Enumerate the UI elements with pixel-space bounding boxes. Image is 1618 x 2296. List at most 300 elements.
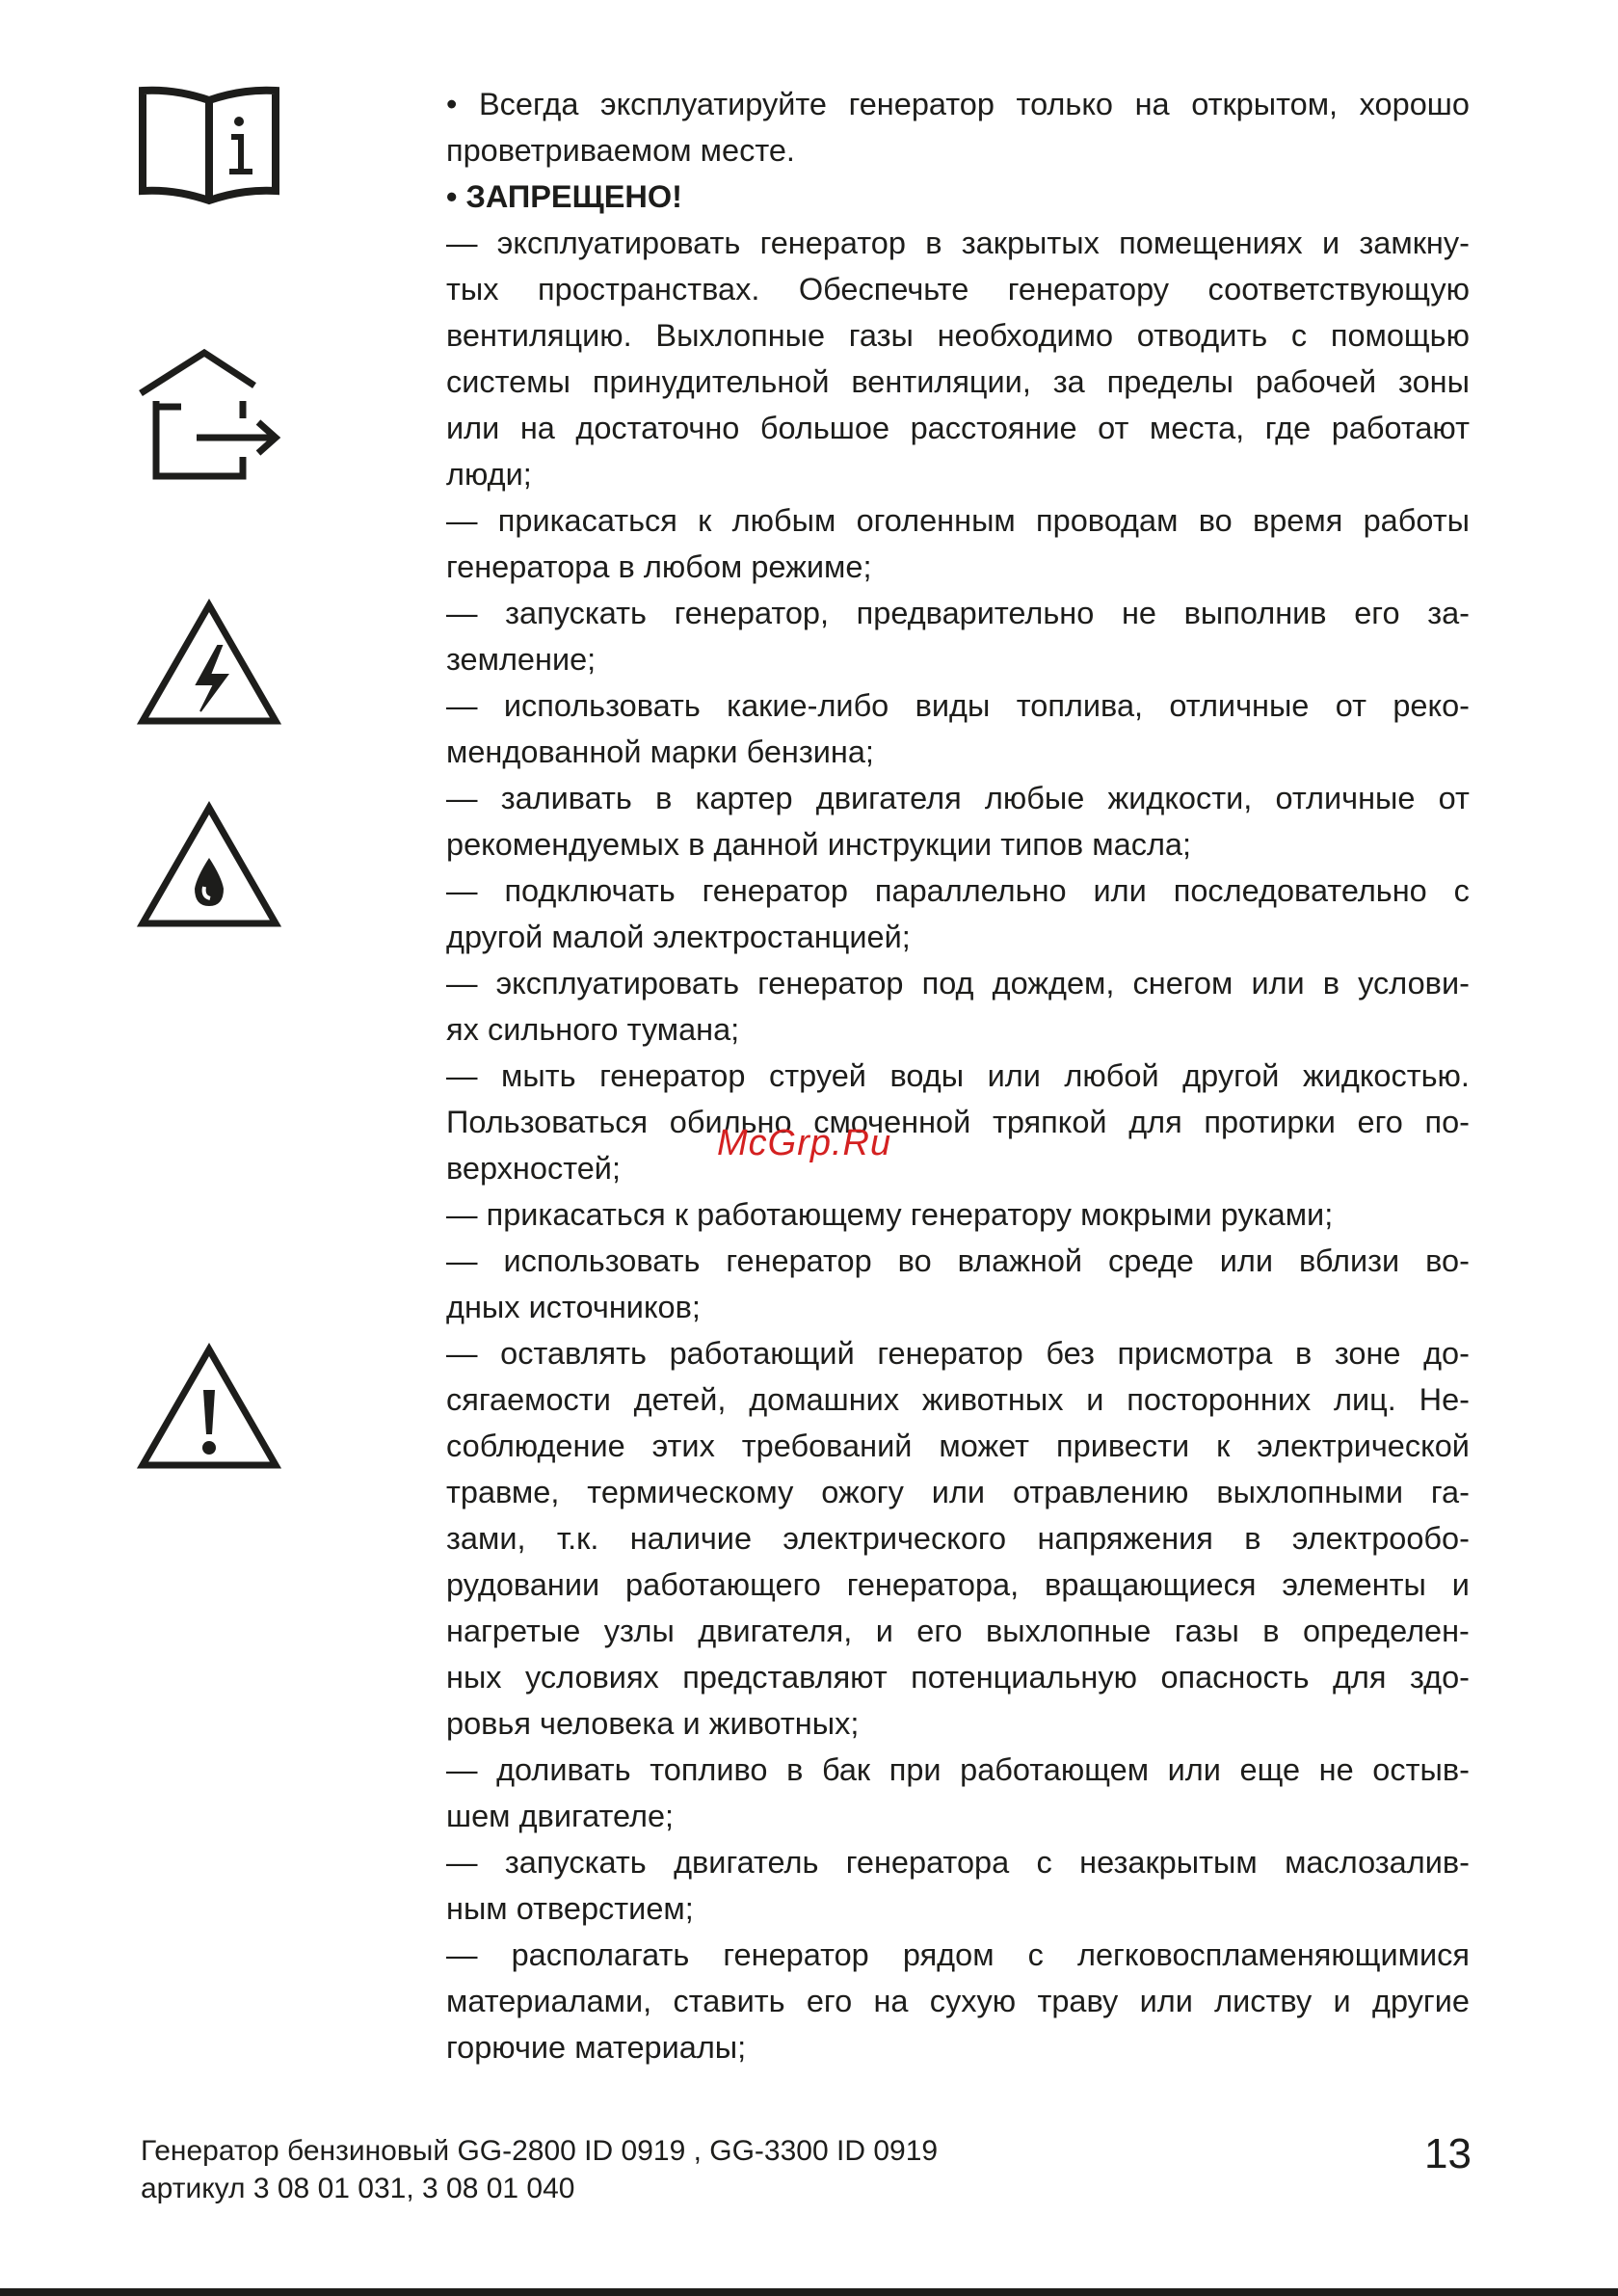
text-word: т.к. — [556, 1521, 599, 1556]
text-word: месте. — [700, 133, 795, 168]
text-word: газы — [1174, 1614, 1239, 1648]
text-word: выхлопные — [986, 1614, 1152, 1648]
text-line — [446, 1747, 1470, 1793]
text-word: дных — [446, 1290, 520, 1324]
text-word: двигатель — [674, 1845, 819, 1880]
text-word: мокрыми — [1080, 1197, 1212, 1232]
text-word: его — [1354, 596, 1400, 630]
text-word: Не- — [1419, 1382, 1470, 1417]
text-word: ЗАПРЕЩЕНО! — [465, 179, 682, 214]
text-word: его — [1357, 1105, 1403, 1139]
text-word: Всегда — [478, 87, 579, 121]
fuel-hazard-icon — [137, 800, 281, 945]
watermark: McGrp.Ru — [717, 1123, 892, 1163]
text-line — [446, 1608, 1470, 1654]
text-word: с — [1036, 1845, 1052, 1880]
text-word: воды — [889, 1058, 965, 1093]
text-word: генератору — [1007, 272, 1170, 307]
text-word: виды — [915, 688, 991, 723]
text-line — [446, 1423, 1470, 1469]
ventilation-exhaust-icon — [137, 343, 281, 488]
text-word: вращающиеся — [1045, 1567, 1257, 1602]
text-word: его — [806, 1984, 853, 2018]
text-word: масла; — [1092, 827, 1192, 862]
text-line — [446, 1006, 1470, 1053]
text-word: — — [446, 1752, 478, 1787]
text-word: на — [519, 411, 555, 445]
text-line — [446, 868, 1470, 914]
text-word: ях — [446, 1012, 479, 1047]
text-word: незакрытым — [1079, 1845, 1258, 1880]
text-word: зами, — [446, 1521, 526, 1556]
text-line — [446, 960, 1470, 1006]
text-word: горючие — [446, 2030, 567, 2065]
text-word: какие-либо — [727, 688, 889, 723]
text-word: инструкции — [827, 827, 993, 862]
text-word: вблизи — [1298, 1243, 1400, 1278]
text-line — [446, 312, 1470, 359]
text-word: в — [1322, 966, 1340, 1001]
text-line — [446, 266, 1470, 312]
text-word: к — [1216, 1428, 1231, 1463]
text-line — [446, 220, 1470, 266]
text-line — [446, 1654, 1470, 1700]
text-word: режиме; — [751, 549, 872, 584]
text-word: смоченной — [813, 1105, 971, 1139]
text-word: предварительно — [856, 596, 1095, 630]
text-word: системы — [446, 364, 570, 399]
text-word: привести — [1056, 1428, 1190, 1463]
safety-instructions-text — [446, 81, 1470, 2070]
text-line — [446, 1562, 1470, 1608]
text-word: ожогу — [821, 1475, 904, 1509]
text-word: — — [446, 1845, 478, 1880]
text-line — [446, 544, 1470, 590]
text-word: требований — [741, 1428, 913, 1463]
text-line — [446, 1330, 1470, 1376]
text-word: с — [1290, 318, 1308, 353]
text-word: запускать — [504, 1845, 647, 1880]
text-word: здо- — [1409, 1660, 1470, 1695]
bottom-rule — [0, 2288, 1618, 2296]
text-word: рудовании — [446, 1567, 600, 1602]
text-word: любые — [984, 781, 1085, 815]
text-word: в — [1244, 1521, 1261, 1556]
text-word: протирки — [1204, 1105, 1336, 1139]
text-word: обильно — [669, 1105, 792, 1139]
text-word: узлы — [603, 1614, 675, 1648]
text-word: и — [682, 1706, 701, 1741]
text-word: электрической — [1257, 1428, 1470, 1463]
text-word: использовать — [503, 1243, 701, 1278]
text-word: электростанцией; — [652, 920, 911, 954]
text-word: работы — [1363, 503, 1470, 538]
text-word: или — [446, 411, 500, 445]
text-word: влажной — [957, 1243, 1083, 1278]
text-line — [446, 174, 1470, 220]
text-word: за- — [1427, 596, 1470, 630]
text-line — [446, 590, 1470, 636]
text-line — [446, 2024, 1470, 2070]
text-word: в — [688, 827, 705, 862]
text-word: лиц. — [1334, 1382, 1396, 1417]
text-word: отравлению — [1012, 1475, 1189, 1509]
text-word: проветриваемом — [446, 133, 692, 168]
text-word: соответствующую — [1207, 272, 1470, 307]
text-word: подключать — [504, 873, 676, 908]
text-word: с — [1027, 1937, 1044, 1972]
text-line — [446, 775, 1470, 821]
text-word: рядом — [902, 1937, 995, 1972]
text-word: траву — [1037, 1984, 1119, 2018]
text-word: время — [1252, 503, 1343, 538]
text-word: остыв- — [1372, 1752, 1470, 1787]
text-word: — — [446, 503, 478, 538]
text-line — [446, 405, 1470, 451]
text-line — [446, 1191, 1470, 1238]
text-line — [446, 359, 1470, 405]
text-word: и — [1321, 226, 1340, 260]
text-word: оставлять — [500, 1336, 647, 1371]
text-word: напряжения — [1037, 1521, 1213, 1556]
text-word: использовать — [503, 688, 701, 723]
text-word: генератору — [910, 1197, 1072, 1232]
text-word: рабочей — [1255, 364, 1377, 399]
text-word: необходимо — [937, 318, 1114, 353]
text-word: легковоспламеняющимися — [1077, 1937, 1470, 1972]
text-word: работают — [1331, 411, 1470, 445]
text-word: или — [931, 1475, 986, 1509]
text-word: люди; — [446, 457, 532, 492]
text-word: параллельно — [874, 873, 1067, 908]
text-word: электрического — [782, 1521, 1007, 1556]
text-word: достаточно — [575, 411, 740, 445]
text-word: условиях — [525, 1660, 659, 1695]
text-word: среде — [1108, 1243, 1194, 1278]
text-word: располагать — [511, 1937, 690, 1972]
text-word: малой — [551, 920, 645, 954]
text-word: генератор — [848, 87, 995, 121]
text-word: принудительной — [592, 364, 830, 399]
text-word: мыть — [501, 1058, 576, 1093]
footer — [141, 2132, 938, 2207]
text-word: — — [446, 873, 478, 908]
text-line — [446, 127, 1470, 174]
text-word: маслозалив- — [1285, 1845, 1470, 1880]
text-word: генератора, — [846, 1567, 1020, 1602]
text-word: с — [1453, 873, 1470, 908]
text-word: листву — [1214, 1984, 1313, 2018]
text-word: опасность — [1160, 1660, 1310, 1695]
text-word: еще — [1239, 1752, 1301, 1787]
text-word: выхлопными — [1216, 1475, 1404, 1509]
text-line — [446, 1284, 1470, 1330]
text-word: работающем — [960, 1752, 1150, 1787]
page-number: 13 — [1424, 2130, 1472, 2177]
text-word: га- — [1430, 1475, 1470, 1509]
text-line — [446, 1885, 1470, 1932]
text-word: запускать — [505, 596, 647, 630]
text-word: тумана; — [626, 1012, 740, 1047]
text-line — [446, 1053, 1470, 1099]
text-word: выполнив — [1183, 596, 1327, 630]
text-word: помещениях — [1119, 226, 1303, 260]
text-word: в — [1262, 1614, 1280, 1648]
text-word: прикасаться — [486, 1197, 666, 1232]
text-word: верхностей; — [446, 1151, 621, 1186]
text-word: элементы — [1282, 1567, 1426, 1602]
text-word: — — [446, 1058, 478, 1093]
text-word: генератора — [446, 549, 610, 584]
text-word: любой — [1064, 1058, 1159, 1093]
text-line — [446, 1238, 1470, 1284]
text-word: ставить — [673, 1984, 785, 2018]
text-word: услови- — [1358, 966, 1470, 1001]
text-word: животных — [921, 1382, 1064, 1417]
text-word: ных — [446, 1660, 502, 1695]
text-word: — — [446, 226, 478, 260]
text-word: посторонних — [1127, 1382, 1312, 1417]
text-word: жидкостью. — [1302, 1058, 1470, 1093]
text-line — [446, 1839, 1470, 1885]
text-word: в — [786, 1752, 804, 1787]
text-word: где — [1264, 411, 1312, 445]
text-word: отличные — [1275, 781, 1416, 815]
text-word: до- — [1423, 1336, 1470, 1371]
text-word: генератор — [759, 226, 906, 260]
text-word: генератор — [726, 1243, 872, 1278]
text-word: потенциальную — [911, 1660, 1137, 1695]
text-line — [446, 682, 1470, 729]
text-line — [446, 729, 1470, 775]
text-line — [446, 81, 1470, 127]
text-word: или — [987, 1058, 1041, 1093]
text-word: для — [1332, 1660, 1387, 1695]
text-word: вентиляции, — [851, 364, 1031, 399]
text-word: за — [1052, 364, 1085, 399]
text-word: домашних — [749, 1382, 900, 1417]
text-line — [446, 1793, 1470, 1839]
text-word: работающему — [697, 1197, 902, 1232]
text-word: пространствах. — [538, 272, 760, 307]
text-word: сягаемости — [446, 1382, 611, 1417]
text-word: материалами, — [446, 1984, 652, 2018]
text-word: двигателе; — [518, 1799, 675, 1833]
text-word: под — [921, 966, 974, 1001]
text-word: или — [1139, 1984, 1193, 2018]
text-word: мендованной — [446, 734, 642, 769]
text-word: марки — [650, 734, 738, 769]
footer-product-title: Генератор бензиновый GG-2800 ID 0919 , GG-3300 ID 0919 — [141, 2135, 939, 2167]
text-line — [446, 1700, 1470, 1747]
text-word: и — [1451, 1567, 1470, 1602]
text-word: к — [698, 503, 712, 538]
text-word: эксплуатировать — [496, 226, 741, 260]
text-word: может — [939, 1428, 1030, 1463]
text-word: для — [1128, 1105, 1182, 1139]
text-word: руками; — [1220, 1197, 1334, 1232]
text-line — [446, 821, 1470, 868]
text-line — [446, 636, 1470, 682]
text-word: Пользоваться — [446, 1105, 649, 1139]
text-word: зоны — [1398, 364, 1470, 399]
text-word: в — [925, 226, 942, 260]
text-line — [446, 1932, 1470, 1978]
text-word: человека — [540, 1706, 675, 1741]
text-word: картер — [695, 781, 793, 815]
manual-info-icon — [137, 81, 281, 226]
text-word: этих — [651, 1428, 715, 1463]
text-word: данной — [713, 827, 819, 862]
text-word: типов — [1000, 827, 1084, 862]
text-word: любом — [643, 549, 743, 584]
text-word: • — [446, 87, 458, 121]
text-word: только — [1016, 87, 1113, 121]
text-word: и — [1333, 1984, 1351, 2018]
text-word: или — [1093, 873, 1147, 908]
general-warning-icon — [137, 1342, 281, 1486]
text-word: детей, — [633, 1382, 727, 1417]
text-word: генератор — [723, 1937, 869, 1972]
text-word: или — [1219, 1243, 1274, 1278]
text-word: пределы — [1106, 364, 1233, 399]
text-word: реко- — [1393, 688, 1470, 723]
text-word: определен- — [1303, 1614, 1470, 1648]
text-word: • — [446, 179, 458, 214]
text-word: сильного — [487, 1012, 619, 1047]
text-word: соблюдение — [446, 1428, 625, 1463]
text-word: и — [1086, 1382, 1104, 1417]
text-word: работающий — [669, 1336, 855, 1371]
electric-hazard-icon — [137, 598, 281, 742]
text-line — [446, 1376, 1470, 1423]
text-word: присмотра — [1117, 1336, 1273, 1371]
text-word: Выхлопные — [655, 318, 826, 353]
text-word: нагретые — [446, 1614, 581, 1648]
text-word: — — [446, 1197, 478, 1232]
text-word: ровья — [446, 1706, 531, 1741]
text-word: наличие — [629, 1521, 753, 1556]
text-word: Обеспечьте — [798, 272, 969, 307]
text-word: источников; — [528, 1290, 701, 1324]
text-word: генератор, — [674, 596, 830, 630]
text-word: без — [1046, 1336, 1095, 1371]
text-word: расстояние — [910, 411, 1077, 445]
text-word: электрообо- — [1291, 1521, 1470, 1556]
text-word: эксплуатируйте — [600, 87, 827, 121]
text-word: хорошо — [1359, 87, 1470, 121]
text-word: не — [1318, 1752, 1354, 1787]
text-word: от — [1335, 688, 1366, 723]
text-word: его — [916, 1614, 963, 1648]
text-word: шем — [446, 1799, 511, 1833]
text-word: работающего — [625, 1567, 821, 1602]
text-word: — — [446, 1336, 478, 1371]
text-word: генератора — [845, 1845, 1010, 1880]
text-word: в — [1294, 1336, 1313, 1371]
text-line — [446, 914, 1470, 960]
text-line — [446, 451, 1470, 497]
text-word: во- — [1425, 1243, 1470, 1278]
text-word: при — [889, 1752, 942, 1787]
text-word: генератор — [702, 873, 848, 908]
text-word: помощью — [1330, 318, 1470, 353]
text-line — [446, 1099, 1470, 1145]
text-line — [446, 1978, 1470, 2024]
text-word: или — [1251, 966, 1305, 1001]
text-word: эксплуатировать — [495, 966, 740, 1001]
text-line — [446, 497, 1470, 544]
text-word: двигателя — [815, 781, 962, 815]
text-word: травме, — [446, 1475, 560, 1509]
text-word: от — [1438, 781, 1470, 815]
text-line — [446, 1145, 1470, 1191]
text-word: струей — [768, 1058, 866, 1093]
text-word: — — [446, 966, 478, 1001]
text-word: на — [1134, 87, 1170, 121]
text-word: — — [446, 1937, 478, 1972]
text-word: топливо — [650, 1752, 768, 1787]
text-word: тых — [446, 272, 499, 307]
footer-article-numbers: артикул 3 08 01 031, 3 08 01 040 — [141, 2173, 575, 2204]
text-word: тряпкой — [992, 1105, 1107, 1139]
text-word: последовательно — [1173, 873, 1427, 908]
text-word: другие — [1371, 1984, 1470, 2018]
text-word: к — [674, 1197, 689, 1232]
text-word: — — [446, 1243, 478, 1278]
text-word: вентиляцию. — [446, 318, 632, 353]
text-word: отводить — [1136, 318, 1268, 353]
text-word: генератор — [599, 1058, 746, 1093]
text-word: не — [1121, 596, 1156, 630]
text-word: газы — [848, 318, 914, 353]
text-word: представляют — [682, 1660, 888, 1695]
text-word: открытом, — [1191, 87, 1339, 121]
text-word: топлива, — [1016, 688, 1144, 723]
text-line — [446, 1515, 1470, 1562]
text-word: во — [897, 1243, 932, 1278]
text-word: в — [618, 549, 635, 584]
text-line — [446, 1469, 1470, 1515]
text-word: земление; — [446, 642, 597, 677]
text-word: оголенным — [856, 503, 1016, 538]
text-word: материалы; — [574, 2030, 747, 2065]
text-word: жидкости, — [1107, 781, 1253, 815]
text-word: другой — [446, 920, 544, 954]
text-word: заливать — [500, 781, 632, 815]
text-word: снегом — [1132, 966, 1233, 1001]
text-word: рекомендуемых — [446, 827, 680, 862]
text-word: генератор — [877, 1336, 1023, 1371]
text-word: во — [1198, 503, 1233, 538]
text-word: термическому — [587, 1475, 794, 1509]
text-word: по- — [1424, 1105, 1470, 1139]
text-word: дождем, — [992, 966, 1115, 1001]
text-word: бензина; — [746, 734, 874, 769]
text-word: в — [655, 781, 673, 815]
text-word: — — [446, 596, 478, 630]
text-word: на — [873, 1984, 909, 2018]
text-word: ным — [446, 1891, 508, 1926]
text-word: и — [875, 1614, 893, 1648]
text-word: замкну- — [1359, 226, 1470, 260]
text-word: или — [1167, 1752, 1221, 1787]
text-word: другой — [1182, 1058, 1280, 1093]
text-word: сухую — [929, 1984, 1017, 2018]
text-word: животных; — [708, 1706, 860, 1741]
text-word: генератор — [757, 966, 904, 1001]
text-word: — — [446, 781, 478, 815]
